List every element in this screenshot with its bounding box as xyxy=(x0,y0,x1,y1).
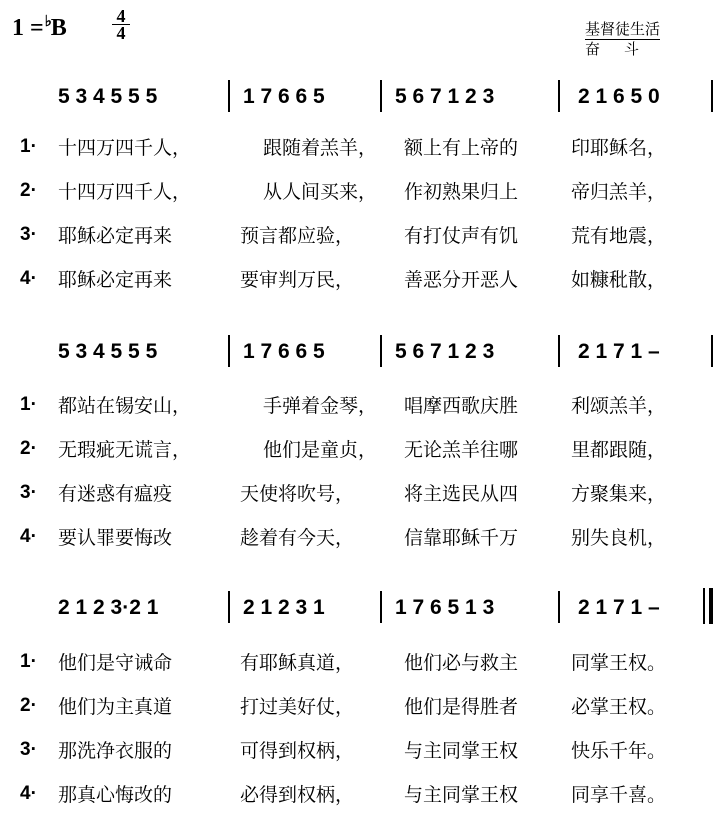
key-prefix: 1 = xyxy=(12,15,44,41)
measure-notes: 5 3 4 5 5 5 xyxy=(58,85,158,108)
measure-notes: 2 1 7 1 – xyxy=(578,596,660,619)
measure-notes: 2 1 7 1 – xyxy=(578,340,660,363)
lyric-segment: 同享千喜。 xyxy=(571,784,667,806)
measure-notes: 2 1 6 5 0 xyxy=(578,85,660,108)
lyric-segment: 里都跟随， xyxy=(571,439,667,461)
barline xyxy=(711,80,713,112)
lyric-segment: 他们是得胜者 xyxy=(404,696,519,718)
lyric-segment: 作初熟果归上 xyxy=(404,181,519,203)
lyric-segment: 快乐千年。 xyxy=(571,740,667,762)
lyric-segment: 利颂羔羊， xyxy=(571,395,667,417)
barline xyxy=(380,591,382,623)
verse-number: 2· xyxy=(20,695,37,716)
lyric-segment: 天使将吹号， xyxy=(240,483,355,505)
measure-notes: 2 1 2 3 1 xyxy=(243,596,325,619)
lyric-segment: 他们必与救主 xyxy=(404,652,519,674)
verse-number: 3· xyxy=(20,224,37,245)
verse-number: 3· xyxy=(20,739,37,760)
lyric-segment: 如糠秕散， xyxy=(571,269,667,291)
lyric-segment: 善恶分开恶人 xyxy=(404,269,519,291)
barline xyxy=(228,335,230,367)
final-barline-thin xyxy=(703,588,705,624)
lyric-segment: 都站在锡安山， xyxy=(58,395,192,417)
key-signature xyxy=(12,12,67,42)
lyric-segment: 有耶稣真道， xyxy=(240,652,355,674)
flat-sign: ♭ xyxy=(44,14,52,30)
lyric-segment: 他们是守诫命 xyxy=(58,652,173,674)
verse-number: 2· xyxy=(20,180,37,201)
time-signature-top: 4 xyxy=(112,8,130,25)
lyric-segment: 那洗净衣服的 xyxy=(58,740,173,762)
key-note: B xyxy=(50,15,67,41)
lyric-segment: 有迷惑有瘟疫 xyxy=(58,483,173,505)
barline xyxy=(558,80,560,112)
lyric-segment: 将主选民从四 xyxy=(404,483,519,505)
lyric-segment: 那真心悔改的 xyxy=(58,784,173,806)
lyric-segment: 耶稣必定再来 xyxy=(58,225,173,247)
barline xyxy=(228,80,230,112)
time-signature xyxy=(112,8,130,41)
time-signature-bottom: 4 xyxy=(116,23,126,43)
verse-number: 4· xyxy=(20,526,37,547)
measure-notes: 1 7 6 6 5 xyxy=(243,85,325,108)
lyric-segment: 与主同掌王权 xyxy=(404,740,519,762)
lyric-segment: 十四万四千人， xyxy=(58,137,192,159)
verse-number: 1· xyxy=(20,136,37,157)
barline xyxy=(711,335,713,367)
lyric-segment: 从人间买来， xyxy=(263,181,378,203)
barline xyxy=(380,80,382,112)
lyric-segment: 别失良机， xyxy=(571,527,667,549)
lyric-segment: 可得到权柄， xyxy=(240,740,355,762)
final-barline-thick xyxy=(709,588,713,624)
lyric-segment: 他们为主真道 xyxy=(58,696,173,718)
lyric-segment: 必掌王权。 xyxy=(571,696,667,718)
barline xyxy=(558,591,560,623)
lyric-segment: 唱摩西歌庆胜 xyxy=(404,395,519,417)
lyric-segment: 耶稣必定再来 xyxy=(58,269,173,291)
lyric-segment: 方聚集来， xyxy=(571,483,667,505)
lyric-segment: 预言都应验， xyxy=(240,225,355,247)
lyric-segment: 帝归羔羊， xyxy=(571,181,667,203)
measure-notes: 5 3 4 5 5 5 xyxy=(58,340,158,363)
lyric-segment: 他们是童贞， xyxy=(263,439,378,461)
lyric-segment: 要审判万民， xyxy=(240,269,355,291)
author-name: 奋斗 xyxy=(585,40,664,58)
lyric-segment: 有打仗声有饥 xyxy=(404,225,519,247)
lyric-segment: 趁着有今天， xyxy=(240,527,355,549)
lyric-segment: 无瑕疵无谎言， xyxy=(58,439,192,461)
measure-notes: 1 7 6 6 5 xyxy=(243,340,325,363)
verse-number: 4· xyxy=(20,783,37,804)
lyric-segment: 信靠耶稣千万 xyxy=(404,527,519,549)
measure-notes: 1 7 6 5 1 3 xyxy=(395,596,495,619)
verse-number: 1· xyxy=(20,394,37,415)
lyric-segment: 手弹着金琴， xyxy=(263,395,378,417)
verse-number: 2· xyxy=(20,438,37,459)
lyric-segment: 必得到权柄， xyxy=(240,784,355,806)
credits xyxy=(585,20,705,58)
barline xyxy=(228,591,230,623)
measure-notes: 2 1 2 3·2 1 xyxy=(58,596,159,619)
lyric-segment: 与主同掌王权 xyxy=(404,784,519,806)
verse-number: 1· xyxy=(20,651,37,672)
lyric-segment: 十四万四千人， xyxy=(58,181,192,203)
verse-number: 3· xyxy=(20,482,37,503)
lyric-segment: 要认罪要悔改 xyxy=(58,527,173,549)
lyric-segment: 额上有上帝的 xyxy=(404,137,519,159)
barline xyxy=(558,335,560,367)
lyric-segment: 无论羔羊往哪 xyxy=(404,439,519,461)
measure-notes: 5 6 7 1 2 3 xyxy=(395,340,495,363)
barline xyxy=(380,335,382,367)
lyric-segment: 跟随着羔羊， xyxy=(263,137,378,159)
verse-number: 4· xyxy=(20,268,37,289)
source-name: 基督徒生活 xyxy=(585,20,661,38)
lyric-segment: 同掌王权。 xyxy=(571,652,667,674)
lyric-segment: 打过美好仗， xyxy=(240,696,355,718)
lyric-segment: 印耶稣名， xyxy=(571,137,667,159)
lyric-segment: 荒有地震， xyxy=(571,225,667,247)
measure-notes: 5 6 7 1 2 3 xyxy=(395,85,495,108)
